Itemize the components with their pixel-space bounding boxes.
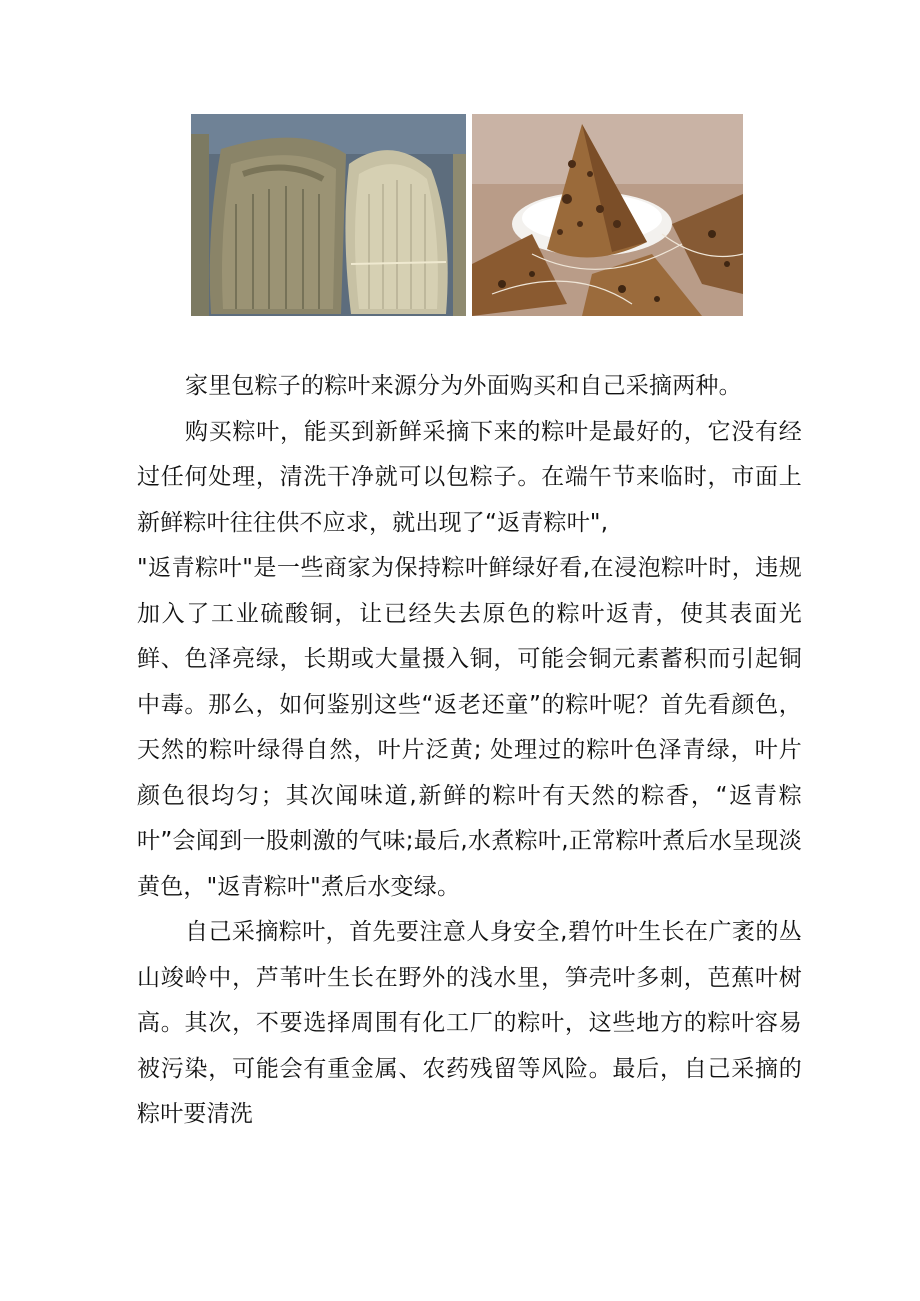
photo-strip bbox=[191, 114, 743, 316]
dried-zongzi-leaves-photo bbox=[191, 114, 466, 316]
zongzi-photo bbox=[472, 114, 743, 316]
paragraph-regreened-leaves: "返青粽叶"是一些商家为保持粽叶鲜绿好看,在浸泡粽叶时，违规加入了工业硫酸铜，让已经失去原色的粽叶返青，使其表面光鲜、色泽亮绿，长期或大量摄入铜，可能会铜元素蓄积而引起铜中毒。那么，如何鉴别这些“返老还童”的粽叶呢？首先看颜色，天然的粽叶绿得自然，叶片泛黄; 处理过的粽叶色泽青绿，叶片颜色很均匀；其次闻味道,新鲜的粽叶有天然的粽香，“返青粽叶”会闻到一股刺激的气味;最后,水煮粽叶,正常粽叶煮后水呈现淡黄色，"返青粽叶"煮后水变绿。 bbox=[137, 555, 802, 900]
paragraph-picking-leaves: 自己采摘粽叶，首先要注意人身安全,碧竹叶生长在广袤的丛山竣岭中，芦苇叶生长在野外的浅水里，笋壳叶多刺，芭蕉叶树高。其次，不要选择周围有化工厂的粽叶，这些地方的粽叶容易被污染，可能会有重金属、农药残留等风险。最后，自己采摘的粽叶要清洗 bbox=[137, 919, 802, 1127]
article-body bbox=[137, 364, 802, 1138]
paragraph-sources: 家里包粽子的粽叶来源分为外面购买和自己采摘两种。 bbox=[185, 373, 742, 399]
paragraph-buying-leaves: 购买粽叶，能买到新鲜采摘下来的粽叶是最好的，它没有经过任何处理，清洗干净就可以包粽子。在端午节来临时，市面上新鲜粽叶往往供不应求，就出现了“返青粽叶", bbox=[137, 418, 802, 536]
